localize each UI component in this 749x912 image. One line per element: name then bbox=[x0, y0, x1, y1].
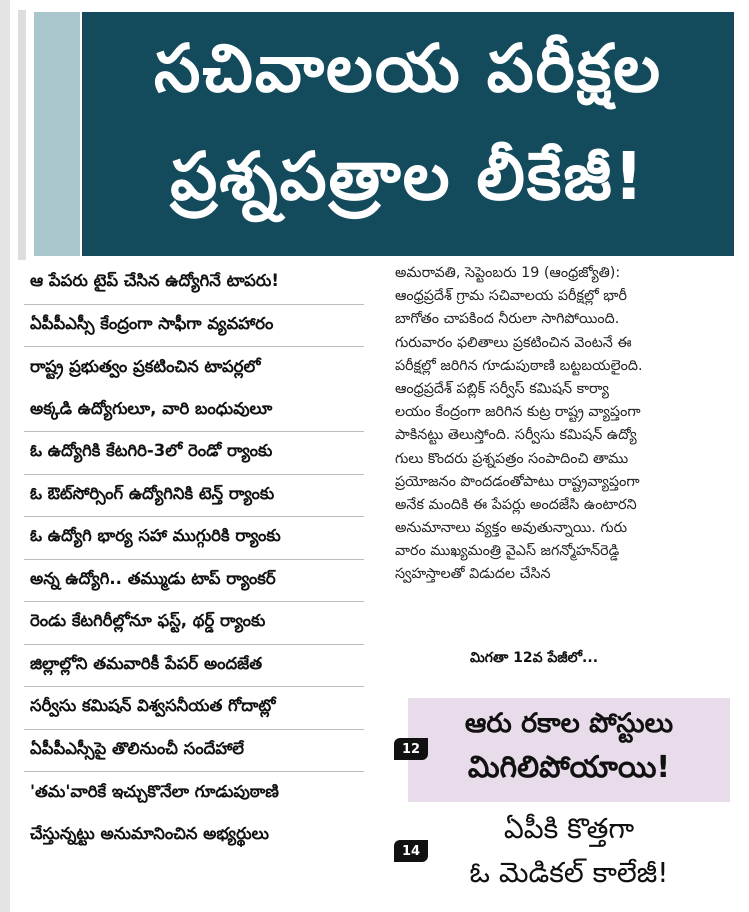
page-gutter-rule bbox=[18, 10, 26, 260]
article-text bbox=[395, 262, 739, 587]
article-line: లయం కేంద్రంగా జరిగిన కుట్ర రాష్ట్ర వ్యాప్తంగా bbox=[395, 404, 641, 421]
article-line: అనేక మందికి ఈ పేపర్లు అందజేసి ఉంటారని bbox=[395, 496, 637, 513]
highlight-item: జిల్లాల్లోని తమవారికీ పేపర్‌ అందజేత bbox=[24, 645, 364, 688]
headline-banner bbox=[82, 12, 734, 256]
page-number-tag: 14 bbox=[394, 840, 428, 862]
article-line: పాకినట్టు తెలుస్తోంది. సర్వీసు కమిషన్‌ ఉద్యో bbox=[395, 427, 637, 444]
highlight-item: ఏపీపీఎస్సీ కేంద్రంగా సాఫీగా వ్యవహారం bbox=[24, 305, 364, 348]
teaser-box-posts bbox=[408, 698, 730, 802]
highlight-item: అక్కడి ఉద్యోగులూ, వారి బంధువులూ bbox=[24, 390, 364, 433]
article-line: అనుమానాలు వ్యక్తం అవుతున్నాయి. గురు bbox=[395, 520, 628, 537]
article-line: ప్రయోజనం పొందడంతోపాటు రాష్ట్రవ్యాప్తంగా bbox=[395, 473, 640, 490]
headline-line-2: ప్రశ్నపత్రాల లీకేజీ! bbox=[170, 138, 646, 215]
article-line: పరీక్షల్లో జరిగిన గూడుపుఠాణి బట్టబయలైంది. bbox=[395, 357, 643, 374]
teaser-title-line-2: మిగిలిపోయాయి! bbox=[467, 750, 671, 785]
highlight-item: ఏపీపీఎస్సీపై తొలినుంచీ సందేహాలే bbox=[24, 730, 364, 773]
article-line: ఆంధ్రప్రదేశ్‌ గ్రామ సచివాలయ పరీక్షల్లో భారీ bbox=[395, 288, 628, 305]
highlight-item: సర్వీసు కమిషన్‌ విశ్వసనీయత గోదాట్లో bbox=[24, 687, 364, 730]
highlight-item: రాష్ట్ర ప్రభుత్వం ప్రకటించిన టాపర్లలో bbox=[30, 356, 261, 376]
highlight-item: ఆ పేపరు టైప్‌ చేసిన ఉద్యోగినే టాపరు! bbox=[24, 262, 364, 305]
page-gutter bbox=[0, 0, 10, 912]
article-line: ఆంధ్రప్రదేశ్‌ పబ్లిక్‌ సర్వీస్‌ కమిషన్‌ కార్యా bbox=[395, 380, 609, 397]
article-line: గురువారం ఫలితాలు ప్రకటించిన వెంటనే ఈ bbox=[395, 334, 632, 351]
article-line: స్వహస్తాలతో విడుదల చేసిన bbox=[395, 566, 551, 583]
article-line: వారం ముఖ్యమంత్రి వైఎస్‌ జగన్మోహన్‌రెడ్డి bbox=[395, 543, 620, 560]
highlight-item: 'తమ'వారికే ఇచ్చుకొనేలా గూడుపుఠాణి bbox=[30, 781, 279, 801]
article-line: గులు కొందరు ప్రశ్నపత్రం సంపాదించి తాము bbox=[395, 450, 629, 467]
highlight-item: చేస్తున్నట్టు అనుమానించిన అభ్యర్థులు bbox=[30, 824, 270, 844]
headline-line-1: సచివాలయ పరీక్షల bbox=[153, 30, 662, 107]
continued-on-page: మిగతా 12వ పేజీలో... bbox=[470, 650, 599, 666]
highlight-item: ఓ ఔట్‌సోర్సింగ్‌ ఉద్యోగినికి టెన్త్‌ ర్యాంకు bbox=[24, 475, 364, 518]
teaser-box-medical-college bbox=[408, 802, 730, 902]
teaser-title-line-1: ఏపీకి కొత్తగా bbox=[503, 812, 635, 845]
highlight-item: రెండు కేటగిరీల్లోనూ ఫస్ట్‌, థర్డ్‌ ర్యాంకు bbox=[24, 602, 364, 645]
highlight-item: అన్న ఉద్యోగి.. తమ్ముడు టాప్‌ ర్యాంకర్‌ bbox=[24, 560, 364, 603]
highlights-list bbox=[24, 262, 364, 857]
highlight-item: ఓ ఉద్యోగికి కేటగిరి-3లో రెండో ర్యాంకు bbox=[24, 432, 364, 475]
headline-accent-bar bbox=[34, 12, 80, 256]
teaser-title-line-1: ఆరు రకాల పోస్టులు bbox=[464, 708, 674, 739]
page-number-tag: 12 bbox=[394, 738, 428, 760]
highlight-item: ఓ ఉద్యోగి భార్య సహా ముగ్గురికి ర్యాంకు bbox=[24, 517, 364, 560]
article-line: బాగోతం చాపకింద నీరులా సాగిపోయింది. bbox=[395, 311, 620, 328]
article-body bbox=[395, 262, 739, 587]
article-line: అమరావతి, సెప్టెంబరు 19 (ఆంధ్రజ్యోతి): bbox=[395, 265, 621, 281]
teaser-title-line-2: ఓ మెడికల్‌ కాలేజీ! bbox=[469, 856, 669, 889]
